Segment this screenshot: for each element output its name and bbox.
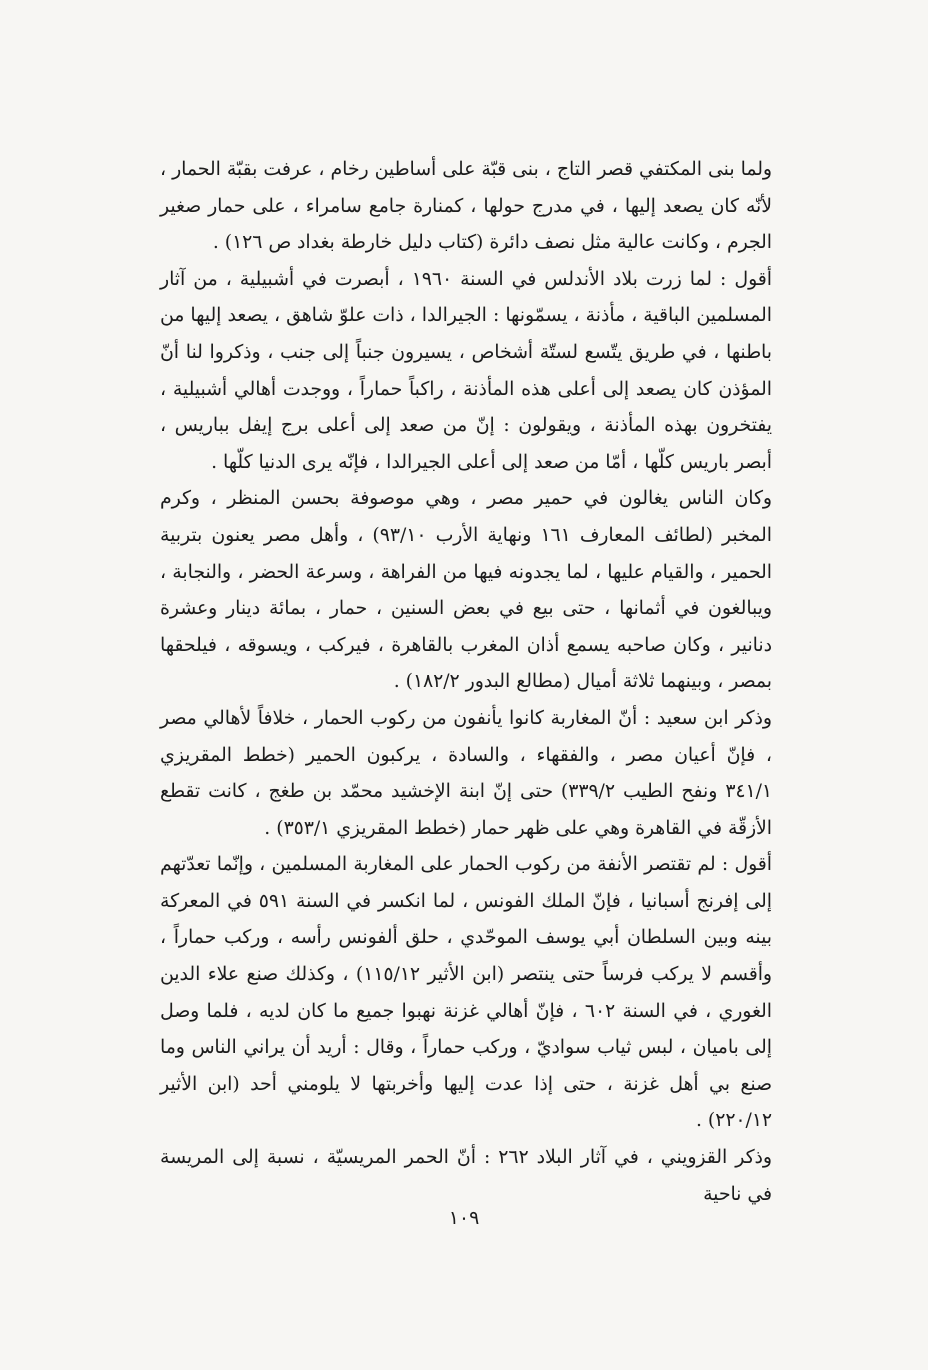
- page-number: ١٠٩: [448, 1207, 480, 1229]
- paragraph-3: وكان الناس يغالون في حمير مصر ، وهي موصوفة بحسن المنظر ، وكرم المخبر (لطائف المعارف ١٦١ ونهاية الأرب ٩٣/١٠) ، وأهل مصر يعنون بتربية الحمير ، والقيام عليها ، لما يجدونه فيها من الفراهة ، وسرعة الحضر ، والنجابة ، ويبالغون في أثمانها ، حتى بيع في بعض السنين ، حمار ، بمائة دينار وعشرة دنانير ، وكان صاحبه يسمع أذان المغرب بالقاهرة ، فيركب ، ويسوقه ، فيلحقها بمصر ، وبينهما ثلاثة أميال (مطالع البدور ١٨٢/٢) .: [160, 488, 772, 693]
- paragraph-4: وذكر ابن سعيد : أنّ المغاربة كانوا يأنفون من ركوب الحمار ، خلافاً لأهالي مصر ، فإنّ أعيان مصر ، والفقهاء ، والسادة ، يركبون الحمير (خطط المقريزي ٣٤١/١ ونفح الطيب ٣٣٩/٢) حتى إنّ ابنة الإخشيد محمّد بن طغج ، كانت تقطع الأزقّة في القاهرة وهي على ظهر حمار (خطط المقريزي ٣٥٣/١) .: [160, 707, 772, 839]
- paragraph-1: ولما بنى المكتفي قصر التاج ، بنى قبّة على أساطين رخام ، عرفت بقبّة الحمار ، لأنّه كان يصعد إليها ، في مدرج حولها ، كمنارة جامع سامراء ، على حمار صغير الجرم ، وكانت عالية مثل نصف دائرة (كتاب دليل خارطة بغداد ص ١٢٦) .: [160, 159, 772, 254]
- paragraph-2: أقول : لما زرت بلاد الأندلس في السنة ١٩٦٠ ، أبصرت في أشبيلية ، من آثار المسلمين الباقية ، مأذنة ، يسمّونها : الجيرالدا ، ذات علوّ شاهق ، يصعد إليها من باطنها ، في طريق يتّسع لستّة أشخاص ، يسيرون جنباً إلى جنب ، وذكروا لنا أنّ المؤذن كان يصعد إلى أعلى هذه المأذنة ، راكباً حماراً ، ووجدت أهالي أشبيلية ، يفتخرون بهذه المأذنة ، ويقولون : إنّ من صعد إلى أعلى برج إيفل بباريس ، أبصر باريس كلّها ، أمّا من صعد إلى أعلى الجيرالدا ، فإنّه يرى الدنيا كلّها .: [160, 268, 772, 473]
- paragraph-5: أقول : لم تقتصر الأنفة من ركوب الحمار على المغاربة المسلمين ، وإنّما تعدّتهم إلى إفرنج أسبانيا ، فإنّ الملك الفونس ، لما انكسر في السنة ٥٩١ في المعركة بينه وبين السلطان أبي يوسف الموحّدي ، حلق ألفونس رأسه ، وركب حماراً ، وأقسم لا يركب فرساً حتى ينتصر (ابن الأثير ١١٥/١٢) ، وكذلك صنع علاء الدين الغوري ، في السنة ٦٠٢ ، فإنّ أهالي غزنة نهبوا جميع ما كان لديه ، فلما وصل إلى باميان ، لبس ثياب سواديّ ، وركب حماراً ، وقال : أريد أن يراني الناس وما صنع بي أهل غزنة ، حتى إذا عدت إليها وأخربتها لا يلومني أحد (ابن الأثير ٢٢٠/١٢) .: [160, 854, 773, 1132]
- paragraph-6: وذكر القزويني ، في آثار البلاد ٢٦٢ : أنّ الحمر المريسيّة ، نسبة إلى المريسة في ناحية: [160, 1147, 772, 1205]
- body-text: [160, 152, 772, 1213]
